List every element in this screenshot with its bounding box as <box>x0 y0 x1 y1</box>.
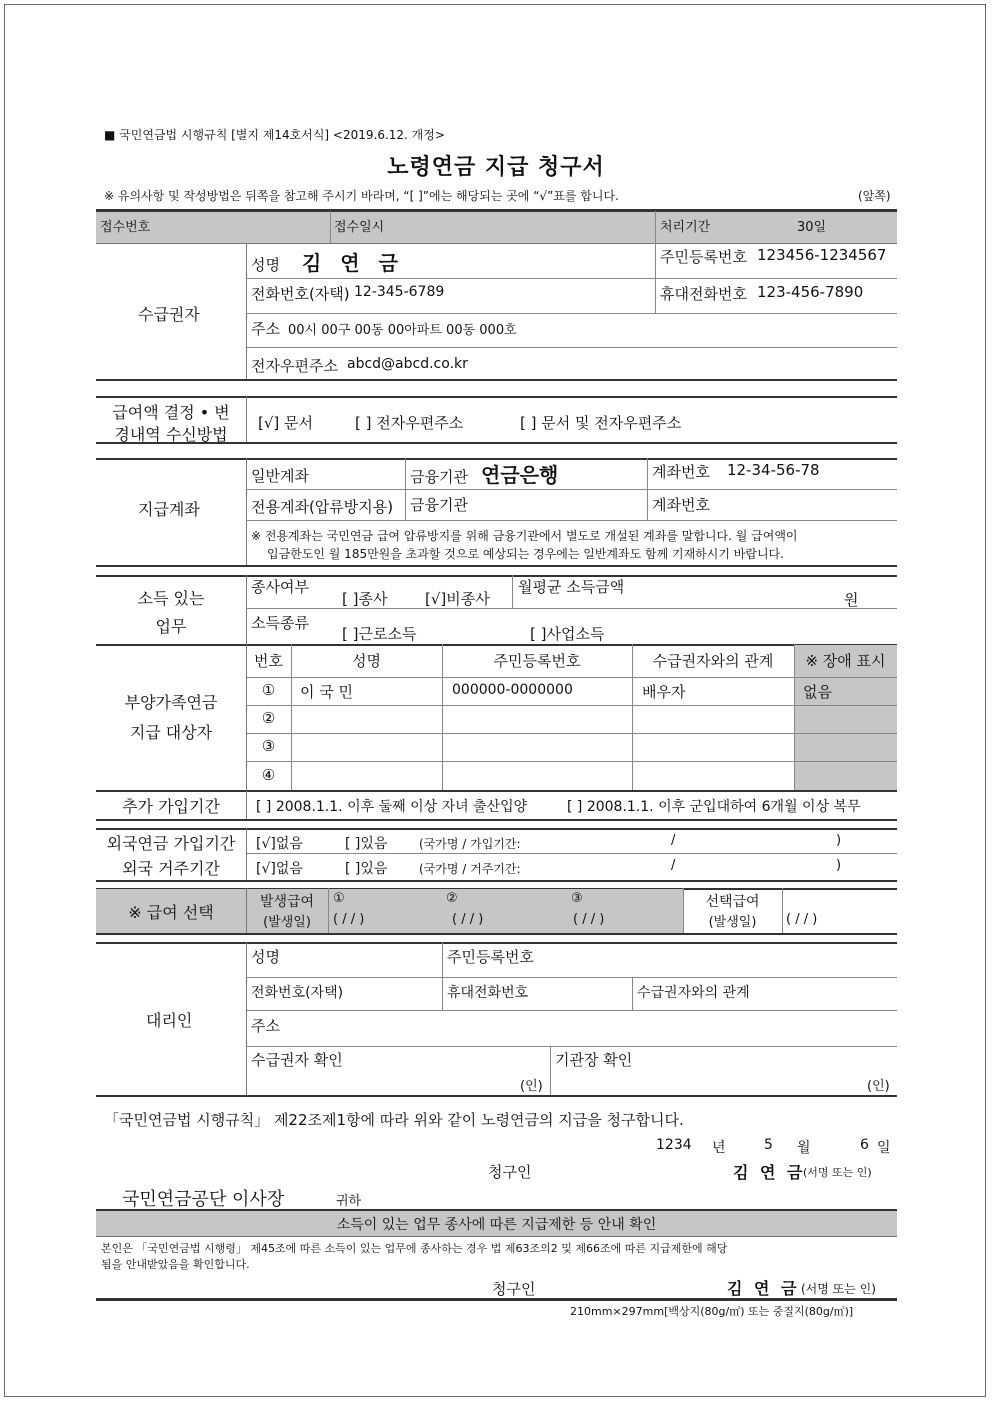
selected-date-label: (발생일) <box>708 915 757 930</box>
claim-year-unit: 년 <box>712 1140 726 1156</box>
guidance-line1: 본인은 「국민연금법 시행령」 제45조에 따른 소득이 있는 업무에 종사하는 경우 법 제63조의2 및 제66조에 따른 지급제한에 해당 <box>101 1242 728 1255</box>
agent-section-label: 대리인 <box>146 1011 193 1030</box>
income-type-labor[interactable]: [ ]근로소득 <box>342 625 417 643</box>
occurrence-benefit-label: 발생급여 <box>259 894 315 910</box>
guidance-title: 소득이 있는 업무 종사에 따른 지급제한 등 안내 확인 <box>336 1217 657 1233</box>
agent-phone-label: 전화번호(자택) <box>251 985 344 1001</box>
selected-date[interactable]: ( / / ) <box>786 912 818 927</box>
dedicated-bank-label: 금융기관 <box>410 496 468 514</box>
guidance-signature-suffix: (서명 또는 인) <box>801 1282 876 1296</box>
paper-spec: 210mm×297mm[백상지(80g/㎡) 또는 중질지(80g/㎡)] <box>570 1305 854 1318</box>
foreign-residence-detail: (국가명 / 거주기간: <box>419 862 521 876</box>
dependent-no: ② <box>261 709 276 727</box>
employment-option-not-employed[interactable]: [√]비종사 <box>425 590 490 608</box>
claimant-signature[interactable]: 김 연 금 <box>733 1163 806 1182</box>
occurrence-choice-2[interactable]: ② <box>446 891 458 906</box>
agent-mobile-label: 휴대전화번호 <box>447 985 529 1001</box>
processing-period-value: 30일 <box>797 220 827 235</box>
dependent-no: ③ <box>261 737 276 755</box>
account-note-line1: ※ 전용계좌는 국민연금 급여 압류방지를 위해 금융기관에서 별도로 개설된 계좌를 말합니다. 월 급여액이 <box>251 529 798 543</box>
notice-option-both[interactable]: [ ] 문서 및 전자우편주소 <box>520 414 682 432</box>
page-side-label: (앞쪽) <box>858 189 891 203</box>
dependent-no: ① <box>261 681 276 699</box>
general-account-number-value[interactable]: 12-34-56-78 <box>727 461 820 479</box>
employment-status-label: 종사여부 <box>251 578 309 596</box>
recipient-phone-label: 전화번호(자택) <box>251 285 350 303</box>
claim-day[interactable]: 6 <box>860 1137 869 1153</box>
occurrence-choice-1[interactable]: ① <box>333 891 345 906</box>
dependents-section-label-line1: 부양가족연금 <box>124 693 218 712</box>
foreign-residence-close: ) <box>836 858 842 873</box>
dependents-header-no: 번호 <box>254 652 283 670</box>
recipient-address-value[interactable]: 00시 00구 00동 00아파트 00동 000호 <box>288 323 517 338</box>
notice-method-label-line1: 급여액 결정 • 변 <box>112 403 230 422</box>
recipient-address-label: 주소 <box>251 320 280 338</box>
guidance-claimant-label: 청구인 <box>492 1280 536 1298</box>
claim-month-unit: 월 <box>797 1140 811 1156</box>
selected-benefit-label: 선택급여 <box>705 894 760 910</box>
dependents-header-relation: 수급권자와의 관계 <box>652 652 774 670</box>
recipient-mobile-value[interactable]: 123-456-7890 <box>757 283 864 301</box>
dedicated-account-number-label: 계좌번호 <box>652 496 710 514</box>
additional-period-option-childbirth[interactable]: [ ] 2008.1.1. 이후 둘째 이상 자녀 출산입양 <box>256 799 528 815</box>
agent-relation-label: 수급권자와의 관계 <box>637 985 750 1001</box>
general-bank-label: 금융기관 <box>410 468 468 486</box>
recipient-email-label: 전자우편주소 <box>251 357 338 375</box>
dependent-no: ④ <box>261 766 276 784</box>
dependents-header-rrn: 주민등록번호 <box>493 652 581 670</box>
foreign-pension-yes[interactable]: [ ]있음 <box>345 836 388 852</box>
benefit-choice-label: ※ 급여 선택 <box>128 903 214 922</box>
occurrence-date-label: (발생일) <box>263 915 311 930</box>
recipient-rrn-value[interactable]: 123456-1234567 <box>757 246 887 264</box>
payment-account-section-label: 지급계좌 <box>138 500 200 519</box>
general-bank-value[interactable]: 연금은행 <box>481 463 559 487</box>
claimant-signature-suffix: (서명 또는 인) <box>803 1166 872 1179</box>
receipt-number-label: 접수번호 <box>100 220 151 235</box>
claim-day-unit: 일 <box>877 1140 891 1156</box>
dependents-section-label-line2: 지급 대상자 <box>129 723 213 742</box>
additional-period-label: 추가 가입기간 <box>122 797 220 816</box>
instruction-note: ※ 유의사항 및 작성방법은 뒤쪽을 참고해 주시기 바라며, “[ ]”에는 해당되는 곳에 “√”표를 합니다. <box>104 189 619 203</box>
notice-option-email[interactable]: [ ] 전자우편주소 <box>355 414 464 432</box>
agency-confirm-seal[interactable]: (인) <box>867 1079 890 1094</box>
dependent-rrn[interactable]: 000000-0000000 <box>452 682 573 698</box>
receipt-date-label: 접수일시 <box>334 220 385 235</box>
income-type-label: 소득종류 <box>251 614 309 632</box>
foreign-pension-close: ) <box>836 833 842 848</box>
claim-statement: 「국민연금법 시행규칙」 제22조제1항에 따라 위와 같이 노령연금의 지급을 청구합니다. <box>104 1111 684 1129</box>
addressee: 국민연금공단 이사장 <box>122 1189 285 1210</box>
foreign-residence-yes[interactable]: [ ]있음 <box>345 861 388 877</box>
foreign-residence-label: 외국 거주기간 <box>122 859 220 878</box>
claimant-label: 청구인 <box>488 1163 532 1181</box>
guidance-line2: 됨을 안내받았음을 확인합니다. <box>101 1258 250 1271</box>
employment-option-employed[interactable]: [ ]종사 <box>342 590 388 608</box>
recipient-name-value[interactable]: 김 연 금 <box>302 251 404 275</box>
foreign-pension-detail: (국가명 / 가입기간: <box>419 837 521 851</box>
recipient-email-value[interactable]: abcd@abcd.co.kr <box>347 356 468 372</box>
additional-period-option-military[interactable]: [ ] 2008.1.1. 이후 군입대하여 6개월 이상 복무 <box>567 799 861 815</box>
agent-rrn-label: 주민등록번호 <box>447 948 534 966</box>
income-type-business[interactable]: [ ]사업소득 <box>530 625 605 643</box>
claim-year[interactable]: 1234 <box>656 1137 692 1153</box>
foreign-pension-label: 외국연금 가입기간 <box>106 834 236 853</box>
recipient-phone-value[interactable]: 12-345-6789 <box>354 284 445 300</box>
general-account-label: 일반계좌 <box>251 467 309 485</box>
dependent-disability[interactable]: 없음 <box>803 683 832 701</box>
agency-confirm-label: 기관장 확인 <box>555 1051 633 1069</box>
dependent-name[interactable]: 이 국 민 <box>300 683 354 701</box>
dependents-header-name: 성명 <box>352 652 381 670</box>
occurrence-date-2[interactable]: ( / / ) <box>452 912 484 927</box>
general-account-number-label: 계좌번호 <box>652 463 710 481</box>
recipient-section-label: 수급권자 <box>138 305 200 324</box>
dependent-relation[interactable]: 배우자 <box>642 683 686 701</box>
account-note-line2: 입금한도인 월 185만원을 초과할 것으로 예상되는 경우에는 일반계좌도 함께 기재하시기 바랍니다. <box>267 547 784 561</box>
receipt-bar <box>96 209 897 243</box>
notice-method-label-line2: 경내역 수신방법 <box>114 425 228 444</box>
form-title: 노령연금 지급 청구서 <box>387 155 605 180</box>
foreign-pension-none[interactable]: [√]없음 <box>256 836 303 852</box>
monthly-income-unit: 원 <box>844 591 859 609</box>
agent-name-label: 성명 <box>251 948 280 966</box>
occurrence-date-3[interactable]: ( / / ) <box>573 912 605 927</box>
income-section-label-line2: 업무 <box>155 617 187 636</box>
dedicated-account-label: 전용계좌(압류방지용) <box>251 498 394 516</box>
dependents-header-disability: ※ 장애 표시 <box>805 652 886 670</box>
processing-period-label: 처리기간 <box>660 220 711 235</box>
foreign-residence-slash: / <box>671 858 676 873</box>
claim-month[interactable]: 5 <box>764 1137 773 1153</box>
recipient-mobile-label: 휴대전화번호 <box>660 285 747 303</box>
recipient-rrn-label: 주민등록번호 <box>660 248 747 266</box>
recipient-confirm-label: 수급권자 확인 <box>251 1051 343 1069</box>
monthly-income-label: 월평균 소득금액 <box>518 578 625 596</box>
guidance-claimant-signature[interactable]: 김 연 금 <box>727 1279 800 1298</box>
income-section-label-line1: 소득 있는 <box>137 589 205 608</box>
agent-address-label: 주소 <box>251 1017 280 1035</box>
occurrence-choice-3[interactable]: ③ <box>571 891 583 906</box>
foreign-pension-slash: / <box>671 833 676 848</box>
form-rule-label: ■ 국민연금법 시행규칙 [별지 제14호서식] <2019.6.12. 개정> <box>104 128 445 142</box>
occurrence-date-1[interactable]: ( / / ) <box>333 912 365 927</box>
notice-option-document[interactable]: [√] 문서 <box>258 414 314 432</box>
foreign-residence-none[interactable]: [√]없음 <box>256 861 303 877</box>
recipient-confirm-seal[interactable]: (인) <box>520 1079 543 1094</box>
addressee-suffix: 귀하 <box>336 1194 362 1209</box>
recipient-name-label: 성명 <box>251 256 280 274</box>
